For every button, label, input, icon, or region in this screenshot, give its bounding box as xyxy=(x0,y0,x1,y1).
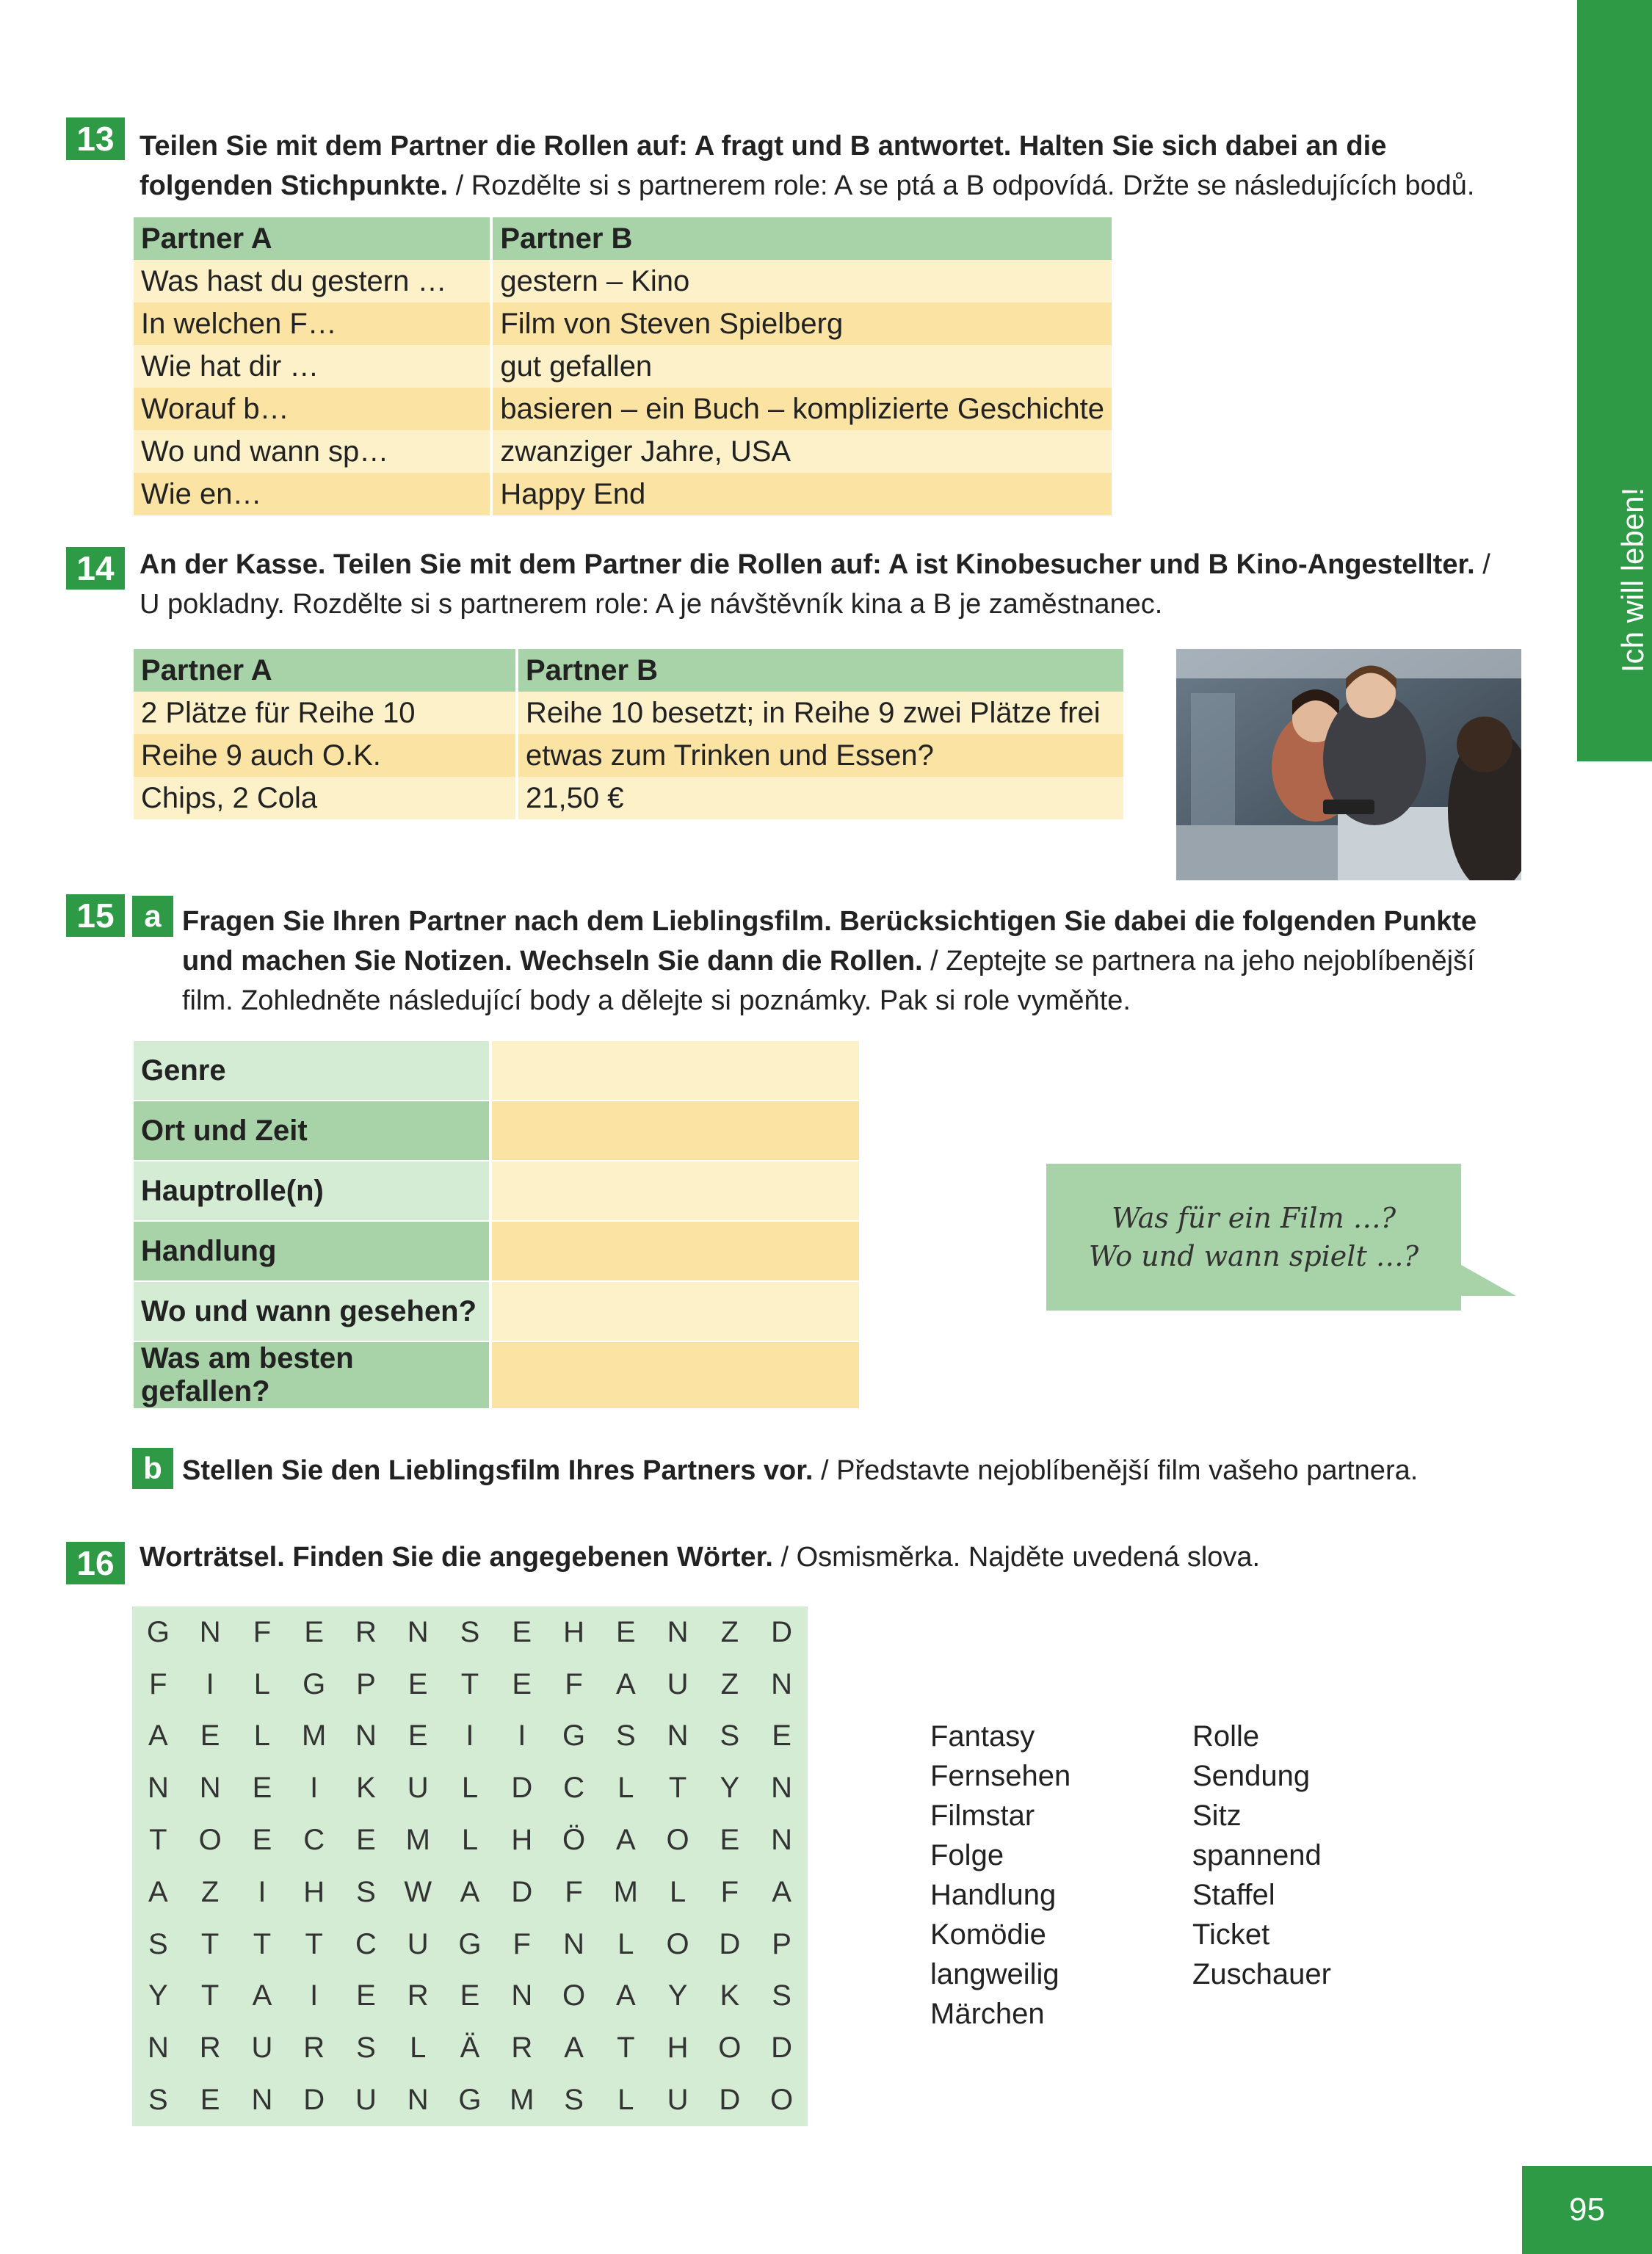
ex13-cell: Wie en… xyxy=(134,473,491,515)
grid-letter[interactable]: E xyxy=(615,1615,636,1648)
grid-letter[interactable]: W xyxy=(404,1875,432,1908)
grid-letter[interactable]: A xyxy=(615,1824,636,1857)
grid-letter[interactable]: T xyxy=(200,1927,220,1960)
grid-letter[interactable]: Y xyxy=(720,1772,740,1805)
grid-letter[interactable]: E xyxy=(772,1720,791,1753)
grid-letter[interactable]: N xyxy=(511,1979,533,2012)
grid-letter[interactable]: H xyxy=(303,1875,325,1908)
grid-letter[interactable]: I xyxy=(518,1720,526,1753)
exercise-13-table xyxy=(134,217,1112,515)
word-list-item: langweilig xyxy=(930,1958,1059,1990)
grid-letter[interactable]: D xyxy=(771,1615,793,1648)
grid-letter[interactable]: R xyxy=(199,2032,221,2065)
ex14-cell: 21,50 € xyxy=(517,777,1123,819)
grid-letter[interactable]: N xyxy=(147,1772,169,1805)
grid-letter[interactable]: A xyxy=(148,1720,168,1753)
ex13-cell: In welchen F… xyxy=(134,302,491,345)
grid-letter[interactable]: H xyxy=(511,1824,533,1857)
speech-bubble-tail xyxy=(1457,1263,1516,1300)
exercise-15a-letter: a xyxy=(132,896,173,937)
word-list-item: Märchen xyxy=(930,1998,1045,2030)
grid-letter[interactable]: Z xyxy=(720,1667,739,1700)
word-list-item: Zuschauer xyxy=(1192,1958,1331,1990)
grid-letter[interactable]: E xyxy=(200,2084,220,2117)
bubble-line: Was für ein Film …? xyxy=(1111,1202,1396,1234)
cinema-photo xyxy=(1176,649,1521,880)
grid-letter[interactable]: R xyxy=(407,1979,429,2012)
grid-letter[interactable]: C xyxy=(563,1772,584,1805)
ex14-cell: 2 Plätze für Reihe 10 xyxy=(134,692,517,734)
grid-letter[interactable]: S xyxy=(615,1720,636,1753)
grid-letter[interactable]: Z xyxy=(200,1875,220,1908)
grid-letter[interactable]: S xyxy=(356,1875,376,1908)
grid-letter[interactable]: L xyxy=(461,1824,479,1857)
ex14-header-b: Partner B xyxy=(517,649,1123,692)
grid-letter[interactable]: M xyxy=(613,1875,638,1908)
grid-letter[interactable]: N xyxy=(407,2084,429,2117)
word-list-item: Sitz xyxy=(1192,1800,1242,1832)
speech-bubble xyxy=(1046,1164,1461,1311)
grid-letter[interactable]: N xyxy=(771,1772,793,1805)
word-list-item: Sendung xyxy=(1192,1760,1311,1792)
grid-letter[interactable]: N xyxy=(771,1667,793,1700)
notes-field[interactable] xyxy=(490,1281,859,1341)
grid-letter[interactable]: I xyxy=(310,1979,319,2012)
grid-letter[interactable]: O xyxy=(770,2084,794,2117)
exercise-14-number: 14 xyxy=(66,547,125,590)
grid-letter[interactable]: E xyxy=(252,1824,272,1857)
ex14-header-a: Partner A xyxy=(134,649,517,692)
word-list-item: Ticket xyxy=(1192,1918,1270,1951)
word-list-column-2 xyxy=(1192,1717,1331,1994)
grid-letter[interactable]: M xyxy=(405,1824,430,1857)
grid-letter[interactable]: T xyxy=(305,1927,323,1960)
grid-letter[interactable]: U xyxy=(407,1772,429,1805)
grid-letter[interactable]: L xyxy=(253,1667,271,1700)
grid-letter[interactable]: H xyxy=(563,1615,584,1648)
grid-letter[interactable]: G xyxy=(458,1927,482,1960)
grid-letter[interactable]: S xyxy=(460,1615,480,1648)
grid-letter[interactable]: R xyxy=(303,2032,325,2065)
grid-letter[interactable]: S xyxy=(356,2032,376,2065)
grid-letter[interactable]: I xyxy=(258,1875,267,1908)
exercise-15b-letter: b xyxy=(132,1448,173,1489)
ex14-cell: Chips, 2 Cola xyxy=(134,777,517,819)
ex13-header-b: Partner B xyxy=(491,217,1112,260)
exercise-15b-instruction: Stellen Sie den Lieblingsfilm Ihres Partners vor. / Představte nejoblíbenější film vašeho partnera. xyxy=(182,1455,1419,1486)
grid-letter[interactable]: M xyxy=(510,2084,535,2117)
grid-letter[interactable]: S xyxy=(720,1720,740,1753)
grid-letter[interactable]: O xyxy=(718,2032,742,2065)
ex13-cell: Happy End xyxy=(491,473,1112,515)
grid-letter[interactable]: O xyxy=(666,1927,689,1960)
notes-field[interactable] xyxy=(490,1101,859,1161)
word-list-item: Fantasy xyxy=(930,1720,1035,1753)
notes-label: Handlung xyxy=(134,1221,490,1281)
grid-letter[interactable]: D xyxy=(511,1772,533,1805)
grid-letter[interactable]: R xyxy=(355,1615,377,1648)
grid-letter[interactable]: A xyxy=(148,1875,168,1908)
grid-letter[interactable]: L xyxy=(617,1927,634,1960)
word-list-item: Rolle xyxy=(1192,1720,1260,1753)
ex13-cell: gestern – Kino xyxy=(491,260,1112,302)
exercise-14-instruction: An der Kasse. Teilen Sie mit dem Partner die Rollen auf: A ist Kinobesucher und B Kino-Angestellter. / U pokladny. Rozdělte si s partnerem role: A je návštěvník kina a B je zaměstnanec. xyxy=(140,549,1490,620)
word-list-item: Staffel xyxy=(1192,1879,1275,1911)
grid-letter[interactable]: D xyxy=(719,2084,741,2117)
ex13-cell: Film von Steven Spielberg xyxy=(491,302,1112,345)
grid-letter[interactable]: N xyxy=(199,1615,221,1648)
exercise-15-notes-table xyxy=(134,1041,859,1410)
grid-letter[interactable]: A xyxy=(252,1979,272,2012)
grid-letter[interactable]: T xyxy=(668,1772,687,1805)
grid-letter[interactable]: A xyxy=(615,1667,636,1700)
grid-letter[interactable]: S xyxy=(564,2084,584,2117)
grid-letter[interactable]: N xyxy=(407,1615,429,1648)
exercise-15a-instruction: Fragen Sie Ihren Partner nach dem Lieblingsfilm. Berücksichtigen Sie dabei die folgenden Punkte und machen Sie Notizen. Wechseln Sie dann die Rollen. / Zeptejte se partnera na jeho nejoblíbenější film. Zohledněte následující body a dělejte si poznámky. Pak si role vyměňte. xyxy=(182,906,1477,1016)
grid-letter[interactable]: L xyxy=(461,1772,479,1805)
grid-letter[interactable]: E xyxy=(460,1979,480,2012)
ex14-cell: etwas zum Trinken und Essen? xyxy=(517,734,1123,777)
grid-letter[interactable]: G xyxy=(146,1615,170,1648)
exercise-14-table xyxy=(134,649,1123,819)
grid-letter[interactable]: F xyxy=(720,1875,739,1908)
ex13-cell: basieren – ein Buch – komplizierte Geschichte xyxy=(491,388,1112,430)
grid-letter[interactable]: H xyxy=(667,2032,689,2065)
ex13-cell: Worauf b… xyxy=(134,388,491,430)
word-list-item: Fernsehen xyxy=(930,1760,1071,1792)
word-list-item: spannend xyxy=(1192,1839,1322,1871)
grid-letter[interactable]: F xyxy=(512,1927,531,1960)
grid-letter[interactable]: F xyxy=(253,1615,272,1648)
notes-field[interactable] xyxy=(490,1341,859,1409)
word-list-item: Filmstar xyxy=(930,1800,1035,1832)
grid-letter[interactable]: D xyxy=(511,1875,533,1908)
grid-letter[interactable]: Y xyxy=(148,1979,168,2012)
notes-field[interactable] xyxy=(490,1041,859,1101)
grid-letter[interactable]: T xyxy=(200,1979,220,2012)
exercise-16-instruction: Worträtsel. Finden Sie die angegebenen Wörter. / Osmisměrka. Najděte uvedená slova. xyxy=(140,1542,1261,1573)
notes-label: Was am besten gefallen? xyxy=(134,1341,490,1409)
grid-letter[interactable]: U xyxy=(407,1927,429,1960)
grid-letter[interactable]: P xyxy=(772,1927,791,1960)
grid-letter[interactable]: Ä xyxy=(460,2032,480,2065)
notes-label: Wo und wann gesehen? xyxy=(134,1281,490,1341)
exercise-13-number: 13 xyxy=(66,117,125,160)
notes-label: Hauptrolle(n) xyxy=(134,1161,490,1221)
grid-letter[interactable]: N xyxy=(199,1772,221,1805)
grid-letter[interactable]: L xyxy=(617,2084,634,2117)
grid-letter[interactable]: K xyxy=(720,1979,740,2012)
ex13-cell: gut gefallen xyxy=(491,345,1112,388)
grid-letter[interactable]: A xyxy=(460,1875,480,1908)
grid-letter[interactable]: M xyxy=(302,1720,327,1753)
grid-letter[interactable]: E xyxy=(356,1824,376,1857)
grid-letter[interactable]: A xyxy=(772,1875,791,1908)
grid-letter[interactable]: U xyxy=(667,1667,689,1700)
ex13-cell: Wo und wann sp… xyxy=(134,430,491,473)
grid-letter[interactable]: A xyxy=(564,2032,584,2065)
ex13-cell: zwanziger Jahre, USA xyxy=(491,430,1112,473)
grid-letter[interactable]: T xyxy=(149,1824,167,1857)
ex13-header-a: Partner A xyxy=(134,217,491,260)
grid-letter[interactable]: O xyxy=(198,1824,222,1857)
grid-letter[interactable]: E xyxy=(512,1667,532,1700)
ex13-cell: Was hast du gestern … xyxy=(134,260,491,302)
grid-letter[interactable]: E xyxy=(720,1824,740,1857)
grid-letter[interactable]: N xyxy=(563,1927,584,1960)
grid-letter[interactable]: E xyxy=(512,1615,532,1648)
grid-letter[interactable]: C xyxy=(303,1824,325,1857)
grid-letter[interactable]: T xyxy=(253,1927,272,1960)
grid-letter[interactable]: F xyxy=(565,1667,583,1700)
grid-letter[interactable]: S xyxy=(148,2084,168,2117)
grid-letter[interactable]: E xyxy=(407,1667,428,1700)
word-list-column-1 xyxy=(930,1717,1070,2034)
word-search-grid[interactable] xyxy=(132,1606,808,2126)
grid-letter[interactable]: T xyxy=(617,2032,635,2065)
grid-letter[interactable]: L xyxy=(669,1875,686,1908)
grid-letter[interactable]: L xyxy=(617,1772,634,1805)
grid-letter[interactable]: D xyxy=(771,2032,793,2065)
exercise-15-number: 15 xyxy=(66,894,125,937)
grid-letter[interactable]: O xyxy=(562,1979,586,2012)
grid-letter[interactable]: S xyxy=(148,1927,168,1960)
ex14-cell: Reihe 10 besetzt; in Reihe 9 zwei Plätze frei xyxy=(517,692,1123,734)
notes-field[interactable] xyxy=(490,1161,859,1221)
grid-letter[interactable]: I xyxy=(310,1772,319,1805)
grid-letter[interactable]: G xyxy=(302,1667,326,1700)
grid-letter[interactable]: O xyxy=(666,1824,689,1857)
grid-letter[interactable]: I xyxy=(465,1720,474,1753)
grid-letter[interactable]: L xyxy=(253,1720,271,1753)
grid-letter[interactable]: G xyxy=(458,2084,482,2117)
grid-letter[interactable]: T xyxy=(460,1667,479,1700)
grid-letter[interactable]: I xyxy=(206,1667,214,1700)
grid-letter[interactable]: U xyxy=(667,2084,689,2117)
grid-letter[interactable]: N xyxy=(147,2032,169,2065)
grid-letter[interactable]: D xyxy=(303,2084,325,2117)
grid-letter[interactable]: Y xyxy=(667,1979,688,2012)
grid-letter[interactable]: N xyxy=(251,2084,273,2117)
grid-letter[interactable]: L xyxy=(410,2032,427,2065)
notes-label: Ort und Zeit xyxy=(134,1101,490,1161)
word-list-item: Folge xyxy=(930,1839,1004,1871)
grid-letter[interactable]: N xyxy=(667,1615,689,1648)
grid-letter[interactable]: N xyxy=(771,1824,793,1857)
bubble-line: Wo und wann spielt …? xyxy=(1088,1240,1419,1272)
notes-label: Genre xyxy=(134,1041,490,1101)
ex14-cell: Reihe 9 auch O.K. xyxy=(134,734,517,777)
grid-letter[interactable]: P xyxy=(356,1667,376,1700)
exercise-13-instruction: Teilen Sie mit dem Partner die Rollen auf: A fragt und B antwortet. Halten Sie sich dabei an die folgenden Stichpunkte. / Rozdělte si s partnerem role: A se ptá a B odpovídá. Držte se následujících bodů. xyxy=(140,131,1475,201)
grid-letter[interactable]: C xyxy=(355,1927,377,1960)
page-number: 95 xyxy=(1522,2166,1652,2254)
grid-letter[interactable]: S xyxy=(772,1979,791,2012)
grid-letter[interactable]: D xyxy=(719,1927,741,1960)
grid-letter[interactable]: A xyxy=(615,1979,636,2012)
grid-letter[interactable]: E xyxy=(407,1720,428,1753)
grid-letter[interactable]: F xyxy=(149,1667,167,1700)
grid-letter[interactable]: E xyxy=(200,1720,220,1753)
notes-field[interactable] xyxy=(490,1221,859,1281)
grid-letter[interactable]: N xyxy=(667,1720,689,1753)
exercise-16-number: 16 xyxy=(66,1542,125,1584)
grid-letter[interactable]: E xyxy=(356,1979,376,2012)
grid-letter[interactable]: E xyxy=(304,1615,325,1648)
grid-letter[interactable]: R xyxy=(511,2032,533,2065)
grid-letter[interactable]: N xyxy=(355,1720,377,1753)
word-list-item: Komödie xyxy=(930,1918,1046,1951)
grid-letter[interactable]: Ö xyxy=(562,1824,586,1857)
grid-letter[interactable]: E xyxy=(252,1772,272,1805)
grid-letter[interactable]: U xyxy=(355,2084,377,2117)
grid-letter[interactable]: K xyxy=(356,1772,376,1805)
grid-letter[interactable]: G xyxy=(562,1720,586,1753)
grid-letter[interactable]: U xyxy=(251,2032,273,2065)
word-list-item: Handlung xyxy=(930,1879,1057,1911)
grid-letter[interactable]: F xyxy=(565,1875,583,1908)
grid-letter[interactable]: Z xyxy=(720,1615,739,1648)
ex13-cell: Wie hat dir … xyxy=(134,345,491,388)
